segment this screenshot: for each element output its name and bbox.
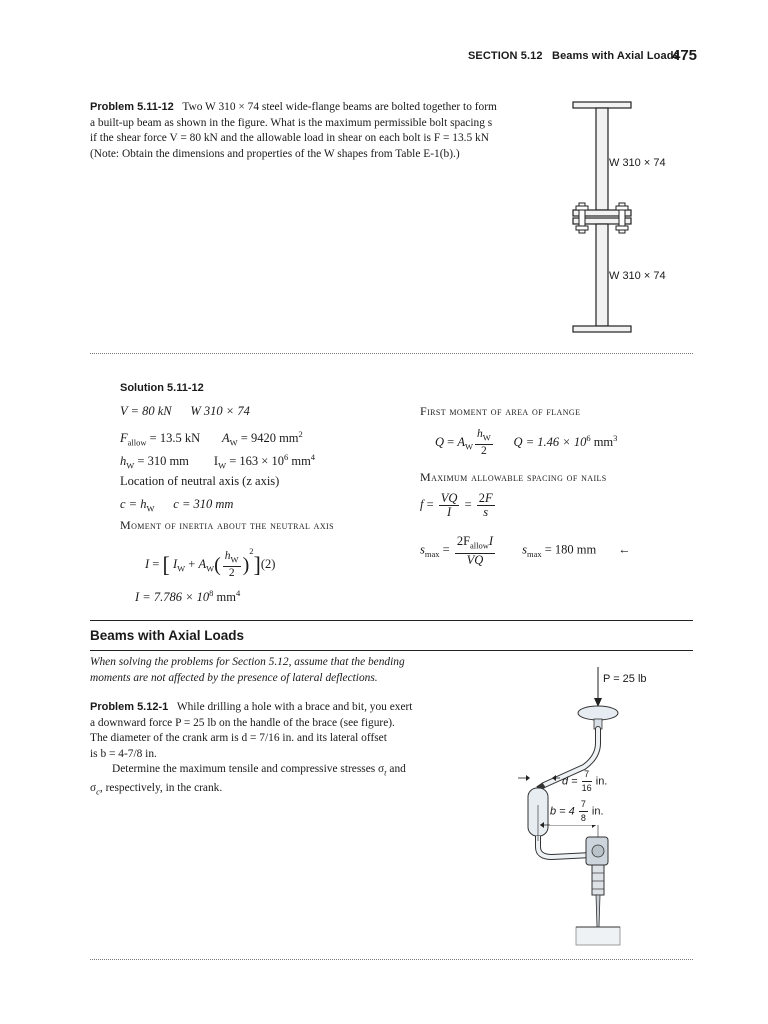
divider [90, 353, 693, 354]
problem-label: Problem 5.12-1 [90, 701, 169, 713]
b-denominator: 8 [580, 813, 586, 823]
f-value: = 13.5 kN [146, 431, 201, 446]
given-values-2: $F_{allow} = 13.5$ kN $A_W = 9420$ $mm^2$ [120, 429, 303, 448]
bottom-divider [90, 959, 693, 960]
header-section: SECTION 5.12 [468, 50, 543, 62]
smax-result: = 180 mm [544, 542, 597, 557]
spacing-heading: Maximum allowable spacing of nails [420, 470, 607, 484]
given-values-3: $h_W = 310$ mm $I_W = 163 \times 10^6$ $mm^4$ [120, 452, 316, 471]
given-values-1 [120, 403, 250, 419]
c-eq1: c = h [120, 497, 147, 511]
section-rule-bottom [90, 650, 693, 651]
problem-text-line: (Note: Obtain the dimensions and properties of the W shapes from Table E-1(b).) [90, 147, 460, 160]
smax-formula: $s_{max}$ = $\frac{2F_{allow}I}{VQ}$ $s_{max} = 180$ mm ← [420, 534, 631, 567]
v-value: V = 80 kN [120, 404, 172, 418]
problem-text-line: Determine the maximum tensile and compressive stresses σ [112, 763, 385, 776]
problem-text-line: a built-up beam as shown in the figure. What is the maximum permissible bolt spacing s [90, 116, 493, 129]
page-number: 475 [672, 47, 698, 64]
section-intro [90, 655, 405, 686]
problem-text-line: a downward force P = 25 lb on the handle of the brace (see figure). [90, 716, 395, 729]
hw-symbol: h [120, 454, 127, 469]
b-dimension-label [550, 798, 604, 825]
beam-label-bottom: W 310 × 74 [609, 270, 666, 282]
problem-text-line: if the shear force V = 80 kN and the allowable load in shear on each bolt is F = 13.5 kN [90, 132, 489, 145]
q-formula: $Q = A_W$ $\frac{h_W}{2}$ $Q = 1.46 \times 10^6$ $mm^3$ [435, 428, 618, 458]
i-unit: mm [213, 590, 236, 605]
moment-result: $I = 7.786 \times 10^8$ $mm^4$ [135, 588, 241, 605]
q-unit: mm [590, 435, 614, 450]
aw-symbol: A [221, 431, 230, 446]
problem-text-line: is b = 4-7/8 in. [90, 747, 157, 760]
problem-5-12-1: Problem 5.12-1 While drilling a hole with a brace and bit, you exert a downward force P = 25 lb on the handle of the brace (see figure). The diameter of the crank arm is d = 7/16 in. and its lateral offset is b = 4-7/8 in. Determine the maximum tensile and compressive stresses $\sigma_t$ and $\sigma_c$, respectively, in the crank. [90, 700, 440, 800]
moment-heading: Moment of inertia about the neutral axis [120, 518, 334, 532]
answer-arrow: ← [618, 542, 631, 557]
header-title: Beams with Axial Loads [552, 50, 680, 62]
intro-line: moments are not affected by the presence of lateral deflections. [90, 671, 378, 684]
section-rule-top [90, 620, 693, 621]
problem-label: Problem 5.11-12 [90, 101, 174, 113]
problem-text-line: The diameter of the crank arm is d = 7/16 in. and its lateral offset [90, 732, 387, 745]
problem-text-line: While drilling a hole with a brace and bit, you exert [176, 701, 413, 713]
force-label: P = 25 lb [603, 673, 647, 685]
f-subscript: allow [127, 437, 147, 448]
w-shape: W 310 × 74 [190, 404, 250, 418]
d-dimension-label [562, 768, 607, 795]
b-unit: in. [591, 805, 604, 818]
built-up-beam-figure [565, 100, 645, 338]
b-label-text: b = 4 [550, 805, 575, 818]
flange-heading: First moment of area of flange [420, 404, 581, 418]
f-symbol: F [120, 431, 128, 446]
iw-unit: mm [288, 454, 311, 469]
problem-text-line: , respectively, in the crank. [99, 782, 223, 795]
d-unit: in. [595, 775, 608, 788]
f-formula: f = $\frac{VQ}{I}$ = $\frac{2F}{s}$ [420, 491, 493, 519]
hw-value: = 310 mm [134, 454, 189, 469]
problem-text-line: Two W 310 × 74 steel wide-flange beams are bolted together to form [182, 101, 497, 113]
solution-label: Solution 5.11-12 [120, 382, 204, 394]
moment-formula: I = [ $I_W + A_W$( $\frac{h_W}{2}$ )$^2$](2) [145, 546, 276, 580]
c-eq2: c = 310 mm [173, 497, 234, 511]
problem-5-11-12 [90, 100, 530, 162]
d-label-text: d = [562, 775, 578, 788]
iw-symbol: I [213, 454, 219, 469]
d-denominator: 16 [581, 783, 592, 793]
running-header [468, 50, 680, 62]
neutral-axis-text: Location of neutral axis (z axis) [120, 474, 280, 488]
q-result: Q = 1.46 × 10 [513, 435, 587, 450]
aw-value: = 9420 mm [237, 431, 299, 446]
section-heading: Beams with Axial Loads [90, 628, 245, 643]
d-numerator: 7 [582, 768, 592, 782]
iw-value: = 163 × 10 [226, 454, 284, 469]
b-numerator: 7 [579, 798, 588, 812]
i-result: I = 7.786 × 10 [135, 590, 210, 605]
intro-line: When solving the problems for Section 5.12, assume that the bending [90, 656, 405, 668]
beam-label-top: W 310 × 74 [609, 157, 666, 169]
c-values: $c = h_W$ c = 310 mm [120, 497, 234, 514]
